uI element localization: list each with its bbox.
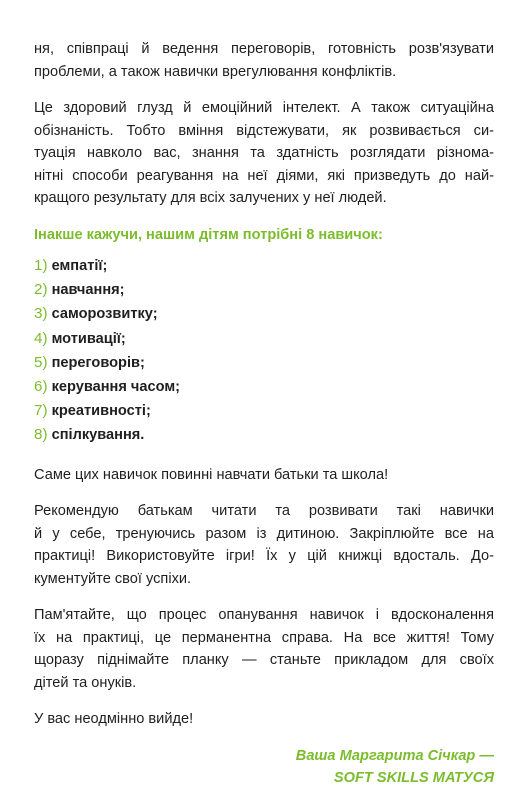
signature-line-2: SOFT SKILLS МАТУСЯ	[333, 769, 494, 786]
skill-number: 8)	[34, 426, 48, 444]
book-page	[34, 38, 494, 786]
skills-list	[34, 254, 494, 448]
closing-paragraph	[34, 708, 494, 731]
skill-text: емпатії;	[51, 258, 108, 274]
skills-lead: Інакше кажучи, нашим дітям потрібні 8 навичок:	[34, 226, 383, 243]
skill-number: 1)	[34, 257, 48, 274]
skill-item	[34, 351, 494, 375]
skill-item	[34, 375, 494, 399]
text-line: ня, співпраці й ведення переговорів, готовність розв'язувати	[34, 41, 494, 57]
skill-item	[34, 423, 494, 447]
skill-item	[34, 302, 494, 326]
text-line: кументуйте свої успіхи.	[34, 570, 192, 587]
skill-text: мотивації;	[51, 330, 126, 347]
text-line: щоразу піднімайте планку — станьте прикладом для своїх	[34, 652, 494, 669]
skill-number: 6)	[34, 378, 48, 396]
skill-text: креативності;	[51, 403, 151, 420]
skill-number: 2)	[34, 281, 48, 299]
closing-paragraph	[34, 500, 494, 590]
intro-section	[34, 38, 494, 210]
text-line: обізнаність. Тобто вміння відстежувати, як розвивається си-	[34, 122, 494, 139]
text-line: Це здоровий глузд й емоційний інтелект. А також ситуаційна	[34, 100, 494, 116]
text-line: їх на практиці, це перманентна справа. На все життя! Тому	[34, 629, 494, 646]
closing-paragraph	[34, 464, 494, 487]
skill-text: спілкування.	[51, 427, 145, 444]
skill-text: керування часом;	[51, 379, 181, 396]
text-line: Саме цих навичок повинні навчати батьки та школа!	[34, 466, 389, 483]
skill-item	[34, 399, 494, 423]
text-line: У вас неодмінно вийде!	[34, 711, 194, 728]
signature	[296, 745, 494, 789]
text-line: Рекомендую батькам читати та розвивати такі навички	[34, 503, 494, 520]
skill-item	[34, 327, 494, 351]
text-line: й у себе, тренуючись разом із дитиною. Закріплюйте все на	[34, 525, 494, 542]
skill-item	[34, 254, 494, 278]
skill-number: 7)	[34, 402, 48, 420]
text-line: практиці! Використовуйте ігри! Їх у цій книжці вдосталь. До-	[34, 548, 494, 565]
skill-number: 4)	[34, 329, 48, 347]
skill-item	[34, 278, 494, 302]
text-line: Пам'ятайте, що процес опанування навичок і вдосконалення	[34, 607, 494, 624]
skill-text: навчання;	[51, 282, 125, 299]
text-line: нітні способи реагування на неї діями, які призведуть до най-	[34, 167, 494, 184]
text-line: проблеми, а також навички врегулювання конфліктів.	[34, 63, 397, 80]
closing-section	[34, 464, 494, 731]
intro-paragraph	[34, 97, 494, 210]
signature-line-1: Ваша Маргарита Січкар —	[295, 747, 494, 764]
skill-text: саморозвитку;	[51, 306, 158, 323]
intro-paragraph	[34, 38, 494, 83]
skill-number: 3)	[34, 305, 48, 323]
skill-number: 5)	[34, 353, 48, 371]
skill-text: переговорів;	[51, 354, 145, 371]
text-line: туація навколо вас, знання та здатність розглядати різнома-	[34, 145, 494, 161]
text-line: дітей та онуків.	[34, 674, 137, 691]
closing-paragraph	[34, 604, 494, 694]
text-line: кращого результату для всіх залучених у неї людей.	[34, 190, 387, 206]
